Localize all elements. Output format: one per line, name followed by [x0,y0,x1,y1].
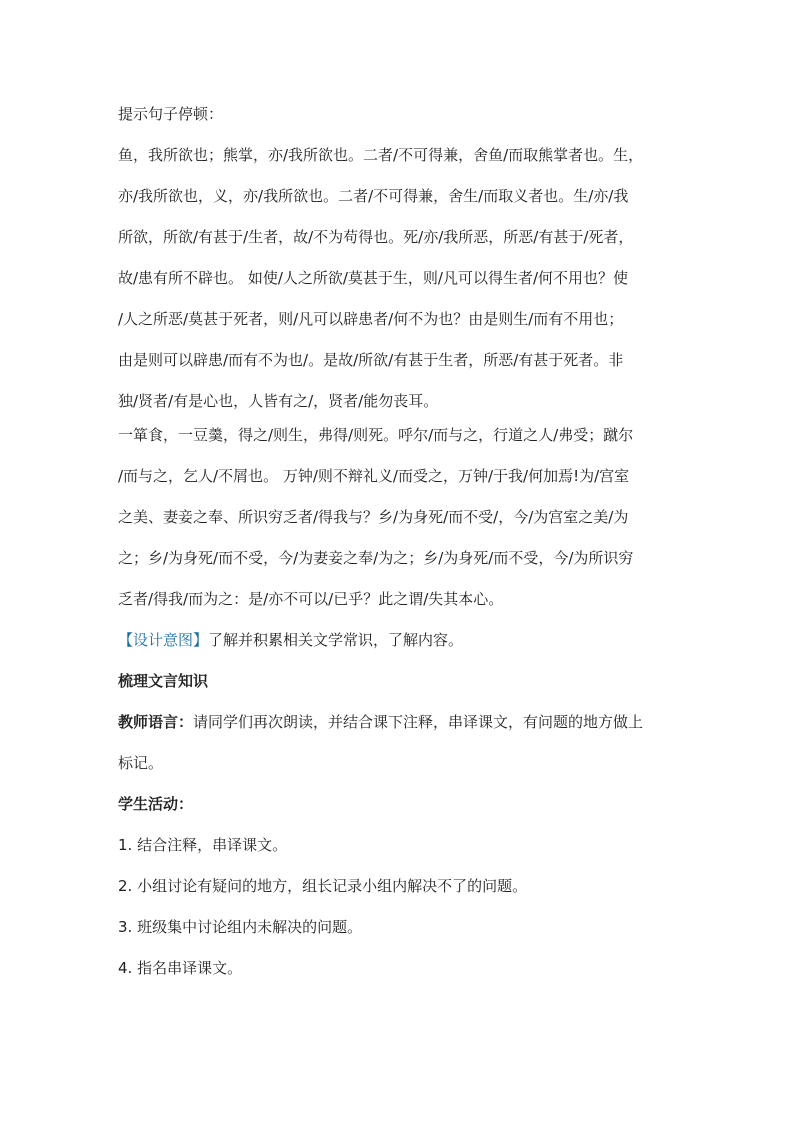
teacher-text: 请同学们再次朗读，并结合课下注释，串译课文，有问题的地方做上 [193,713,644,731]
design-intent-text: 了解并积累相关文学常识，了解内容。 [208,631,464,649]
student-activity-title: 学生活动： [118,795,194,813]
pause-line: 亦/我所欲也，义，亦/我所欲也。二者/不可得兼，舍生/而取义者也。生/亦/我 [118,187,629,205]
design-intent [118,629,686,651]
hint-title: 提示句子停顿： [118,105,224,123]
pause-line: 鱼，我所欲也；熊掌，亦/我所欲也。二者/不可得兼，舍鱼/而取熊掌者也。生， [118,146,644,164]
pause-line: 之美、妻妾之奉、所识穷乏者/得我与？乡/为身死/而不受/，今/为宫室之美/为 [118,508,629,526]
teacher-language [118,711,686,733]
pause-line: /人之所恶/莫甚于死者，则/凡可以辟患者/何不为也？由是则生/而有不用也； [118,310,624,328]
design-intent-tag: 【设计意图】 [118,631,209,649]
pause-line: 独/贤者/有是心也，人皆有之/，贤者/能勿丧耳。 [118,392,439,410]
activity-item: 4. 指名串译课文。 [118,959,243,977]
pause-line: 所欲，所欲/有甚于/生者，故/不为苟得也。死/亦/我所恶，所恶/有甚于/死者， [118,228,634,246]
pause-line: 一箪食，一豆羹，得之/则生，弗得/则死。呼尔/而与之，行道之人/弗受；蹴尔 [118,426,634,444]
teacher-label: 教师语言： [118,713,194,731]
pause-line: /而与之，乞人/不屑也。 万钟/则不辩礼义/而受之，万钟/于我/何加焉!为/宫室 [118,467,630,485]
pause-line: 之；乡/为身死/而不受，今/为妻妾之奉/为之；乡/为身死/而不受，今/为所识穷 [118,549,634,567]
pause-line: 乏者/得我/而为之：是/亦不可以/已乎？此之谓/失其本心。 [118,590,504,608]
section-title: 梳理文言知识 [118,672,209,690]
pause-line: 故/患有所不辟也。 如使/人之所欲/莫甚于生，则/凡可以得生者/何不用也？使 [118,269,629,287]
document-page [118,103,686,998]
activity-item: 1. 结合注释，串译课文。 [118,836,288,854]
activity-item: 2. 小组讨论有疑问的地方，组长记录小组内解决不了的问题。 [118,877,528,895]
teacher-text-cont: 标记。 [118,754,164,772]
pause-line: 由是则可以辟患/而有不为也/。是故/所欲/有甚于生者，所恶/有甚于死者。非 [118,351,624,369]
activity-item: 3. 班级集中讨论组内未解决的问题。 [118,918,363,936]
